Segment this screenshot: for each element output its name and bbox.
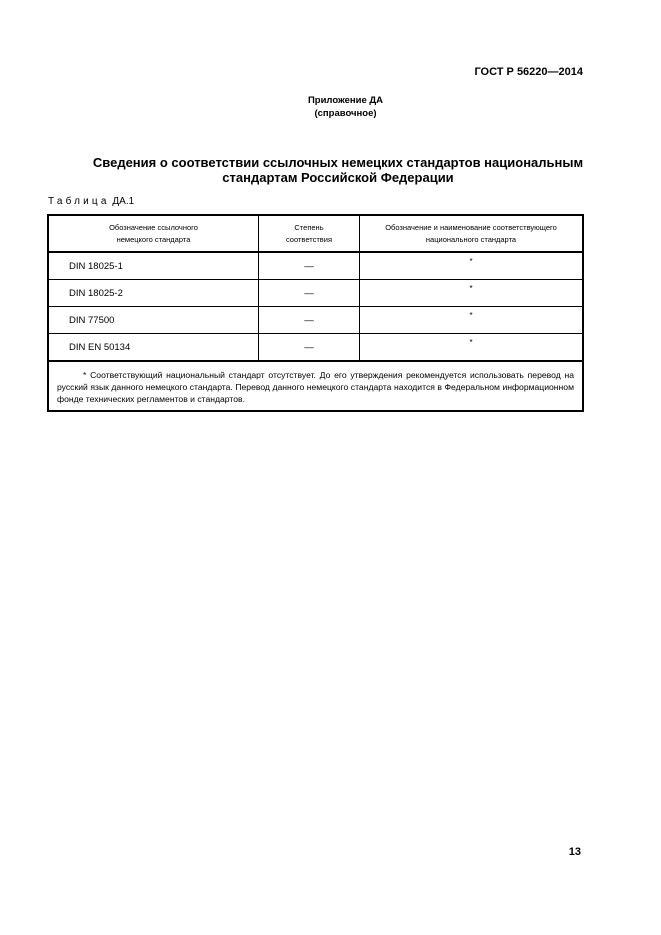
table-caption — [48, 196, 134, 207]
table-row — [48, 280, 583, 307]
appendix-heading — [0, 94, 661, 120]
cell-national-standard: * — [360, 307, 584, 334]
header-national-standard — [360, 215, 584, 252]
page-number: 13 — [568, 846, 581, 858]
header-reference-standard — [48, 215, 259, 252]
cell-national-standard: * — [360, 252, 584, 280]
appendix-subtitle: (справочное) — [314, 108, 377, 119]
table-row — [48, 334, 583, 362]
table-header-row — [48, 215, 583, 252]
page-title — [40, 155, 636, 185]
header-reference-standard-line-2: немецкого стандарта — [116, 234, 191, 244]
table-row — [48, 307, 583, 334]
footnote-text: * Соответствующий национальный стандарт отсутствует. До его утверждения рекомендуется использовать перевод на русский язык данного немецкого стандарта. Перевод данного немецкого стандарта находится в Федеральном информационном фонде технических регламентов и стандартов. — [57, 370, 574, 404]
document-code: ГОСТ Р 56220—2014 — [474, 66, 583, 78]
appendix-title: Приложение ДА — [307, 95, 384, 106]
table-caption-prefix: Таблица — [48, 196, 110, 207]
cell-degree: — — [259, 307, 360, 334]
page-title-line-2: стандартам Российской Федерации — [222, 170, 454, 185]
table-footnote — [48, 361, 583, 411]
cell-standard-code: DIN 18025-1 — [48, 252, 259, 280]
header-reference-standard-line-1: Обозначение ссылочного — [109, 222, 198, 232]
table-footnote-row — [48, 361, 583, 411]
cell-degree: — — [259, 334, 360, 362]
header-national-standard-line-2: национального стандарта — [425, 234, 517, 244]
cell-standard-code: DIN 18025-2 — [48, 280, 259, 307]
header-national-standard-line-1: Обозначение и наименование соответствующего — [385, 222, 557, 232]
header-degree-line-2: соответствия — [285, 234, 333, 244]
header-degree — [259, 215, 360, 252]
table-caption-number: ДА.1 — [112, 196, 135, 207]
page-title-line-1: Сведения о соответствии ссылочных немецких стандартов национальным — [92, 155, 584, 170]
cell-standard-code: DIN 77500 — [48, 307, 259, 334]
cell-degree: — — [259, 280, 360, 307]
table-row — [48, 252, 583, 280]
correspondence-table — [47, 214, 584, 412]
header-degree-line-1: Степень — [294, 222, 324, 232]
cell-degree: — — [259, 252, 360, 280]
cell-standard-code: DIN EN 50134 — [48, 334, 259, 362]
cell-national-standard: * — [360, 280, 584, 307]
cell-national-standard: * — [360, 334, 584, 362]
